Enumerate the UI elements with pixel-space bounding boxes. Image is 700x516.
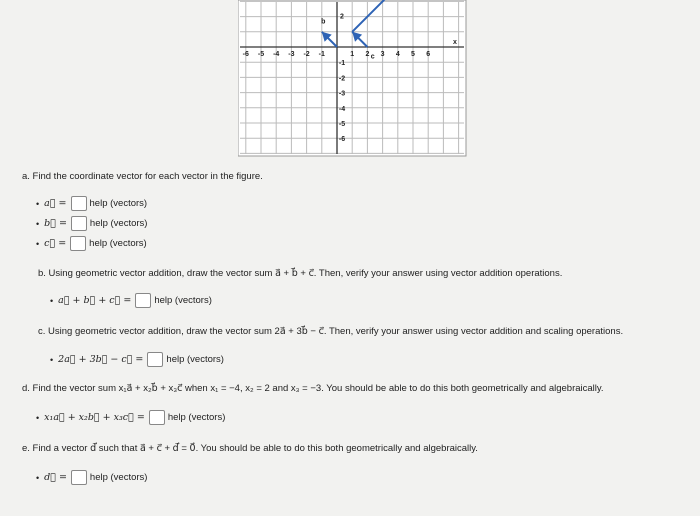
answer-input-b[interactable] <box>71 216 87 231</box>
x-tick-label: 3 <box>380 51 385 58</box>
x-tick-label: 5 <box>411 51 415 58</box>
answer-label-c: c⃗ = <box>44 238 67 249</box>
help-link-a[interactable]: help (vectors) <box>89 198 148 209</box>
bullet: • <box>36 198 40 209</box>
y-tick-label: -1 <box>338 60 346 68</box>
answer-label-sum: a⃗ + b⃗ + c⃗ = <box>58 295 132 306</box>
y-tick-label: 2 <box>340 13 344 21</box>
bullet: • <box>36 472 40 483</box>
x-tick-label: -6 <box>242 51 249 58</box>
answer-label-d: d⃗ = <box>44 472 67 483</box>
x-tick-label: 2 <box>365 51 370 58</box>
x-tick-label: -2 <box>303 51 310 58</box>
part-e-prompt: e. Find a vector d⃗ such that a⃗ + c⃗ + d⃗ = 0⃗. You should be able to do this both geometrically and algebraically. <box>22 443 478 454</box>
answer-row-b <box>36 216 147 231</box>
x-tick-label: -5 <box>257 51 265 58</box>
answer-row-sum <box>50 293 212 308</box>
y-tick-label: -5 <box>338 121 346 128</box>
vector-b-label: b <box>321 18 326 26</box>
answer-row-d <box>36 470 147 485</box>
answer-label-a: a⃗ = <box>44 198 67 209</box>
y-tick-label: -2 <box>338 75 346 83</box>
bullet: • <box>50 295 54 306</box>
vector-c-label: c <box>370 53 375 61</box>
answer-row-combo <box>50 352 224 367</box>
bullet: • <box>36 238 40 249</box>
answer-label-scaled: x₁a⃗ + x₂b⃗ + x₃c⃗ = <box>44 412 145 423</box>
answer-label-b: b⃗ = <box>44 218 67 229</box>
x-tick-label: -1 <box>318 51 325 58</box>
help-link-b[interactable]: help (vectors) <box>89 218 148 229</box>
answer-label-combo: 2a⃗ + 3b⃗ − c⃗ = <box>58 354 144 365</box>
part-a-prompt: a. Find the coordinate vector for each vector in the figure. <box>22 171 263 182</box>
y-tick-label: -3 <box>338 90 346 98</box>
answer-row-c <box>36 236 147 251</box>
x-axis-label: x <box>453 39 457 46</box>
part-c-prompt: c. Using geometric vector addition, draw the vector sum 2a⃗ + 3b⃗ − c⃗. Then, verify your answer using vector addition and scaling operations. <box>38 326 624 337</box>
x-tick-label: -3 <box>288 51 295 58</box>
answer-input-a[interactable] <box>71 196 87 211</box>
help-link-sum[interactable]: help (vectors) <box>154 295 212 306</box>
answer-input-d[interactable] <box>71 470 87 485</box>
y-tick-label: -6 <box>338 136 346 144</box>
answer-input-sum[interactable] <box>135 293 151 308</box>
x-tick-label: 1 <box>350 51 355 58</box>
vector-figure <box>238 0 468 160</box>
answer-input-c[interactable] <box>70 236 86 251</box>
part-b-prompt: b. Using geometric vector addition, draw the vector sum a⃗ + b⃗ + c⃗. Then, verify your answer using vector addition operations. <box>38 268 563 279</box>
help-link-combo[interactable]: help (vectors) <box>166 354 224 365</box>
help-link-d[interactable]: help (vectors) <box>89 472 148 483</box>
x-tick-label: 6 <box>426 51 431 58</box>
part-d-prompt: d. Find the vector sum x₁a⃗ + x₂b⃗ + x₃c⃗ when x₁ = −4, x₂ = 2 and x₃ = −3. You should be able to do this both geometrically and algebraically. <box>22 383 604 394</box>
help-link-c[interactable]: help (vectors) <box>89 238 147 249</box>
help-link-scaled[interactable]: help (vectors) <box>167 412 226 423</box>
answer-row-a <box>36 196 147 211</box>
y-tick-label: -4 <box>338 105 346 113</box>
x-tick-label: 4 <box>395 51 400 58</box>
bullet: • <box>36 218 40 229</box>
answer-row-scaled <box>36 410 225 425</box>
x-tick-label: -4 <box>273 51 280 58</box>
answer-input-scaled[interactable] <box>149 410 165 425</box>
bullet: • <box>50 354 54 365</box>
answer-input-combo[interactable] <box>147 352 163 367</box>
bullet: • <box>36 412 40 423</box>
